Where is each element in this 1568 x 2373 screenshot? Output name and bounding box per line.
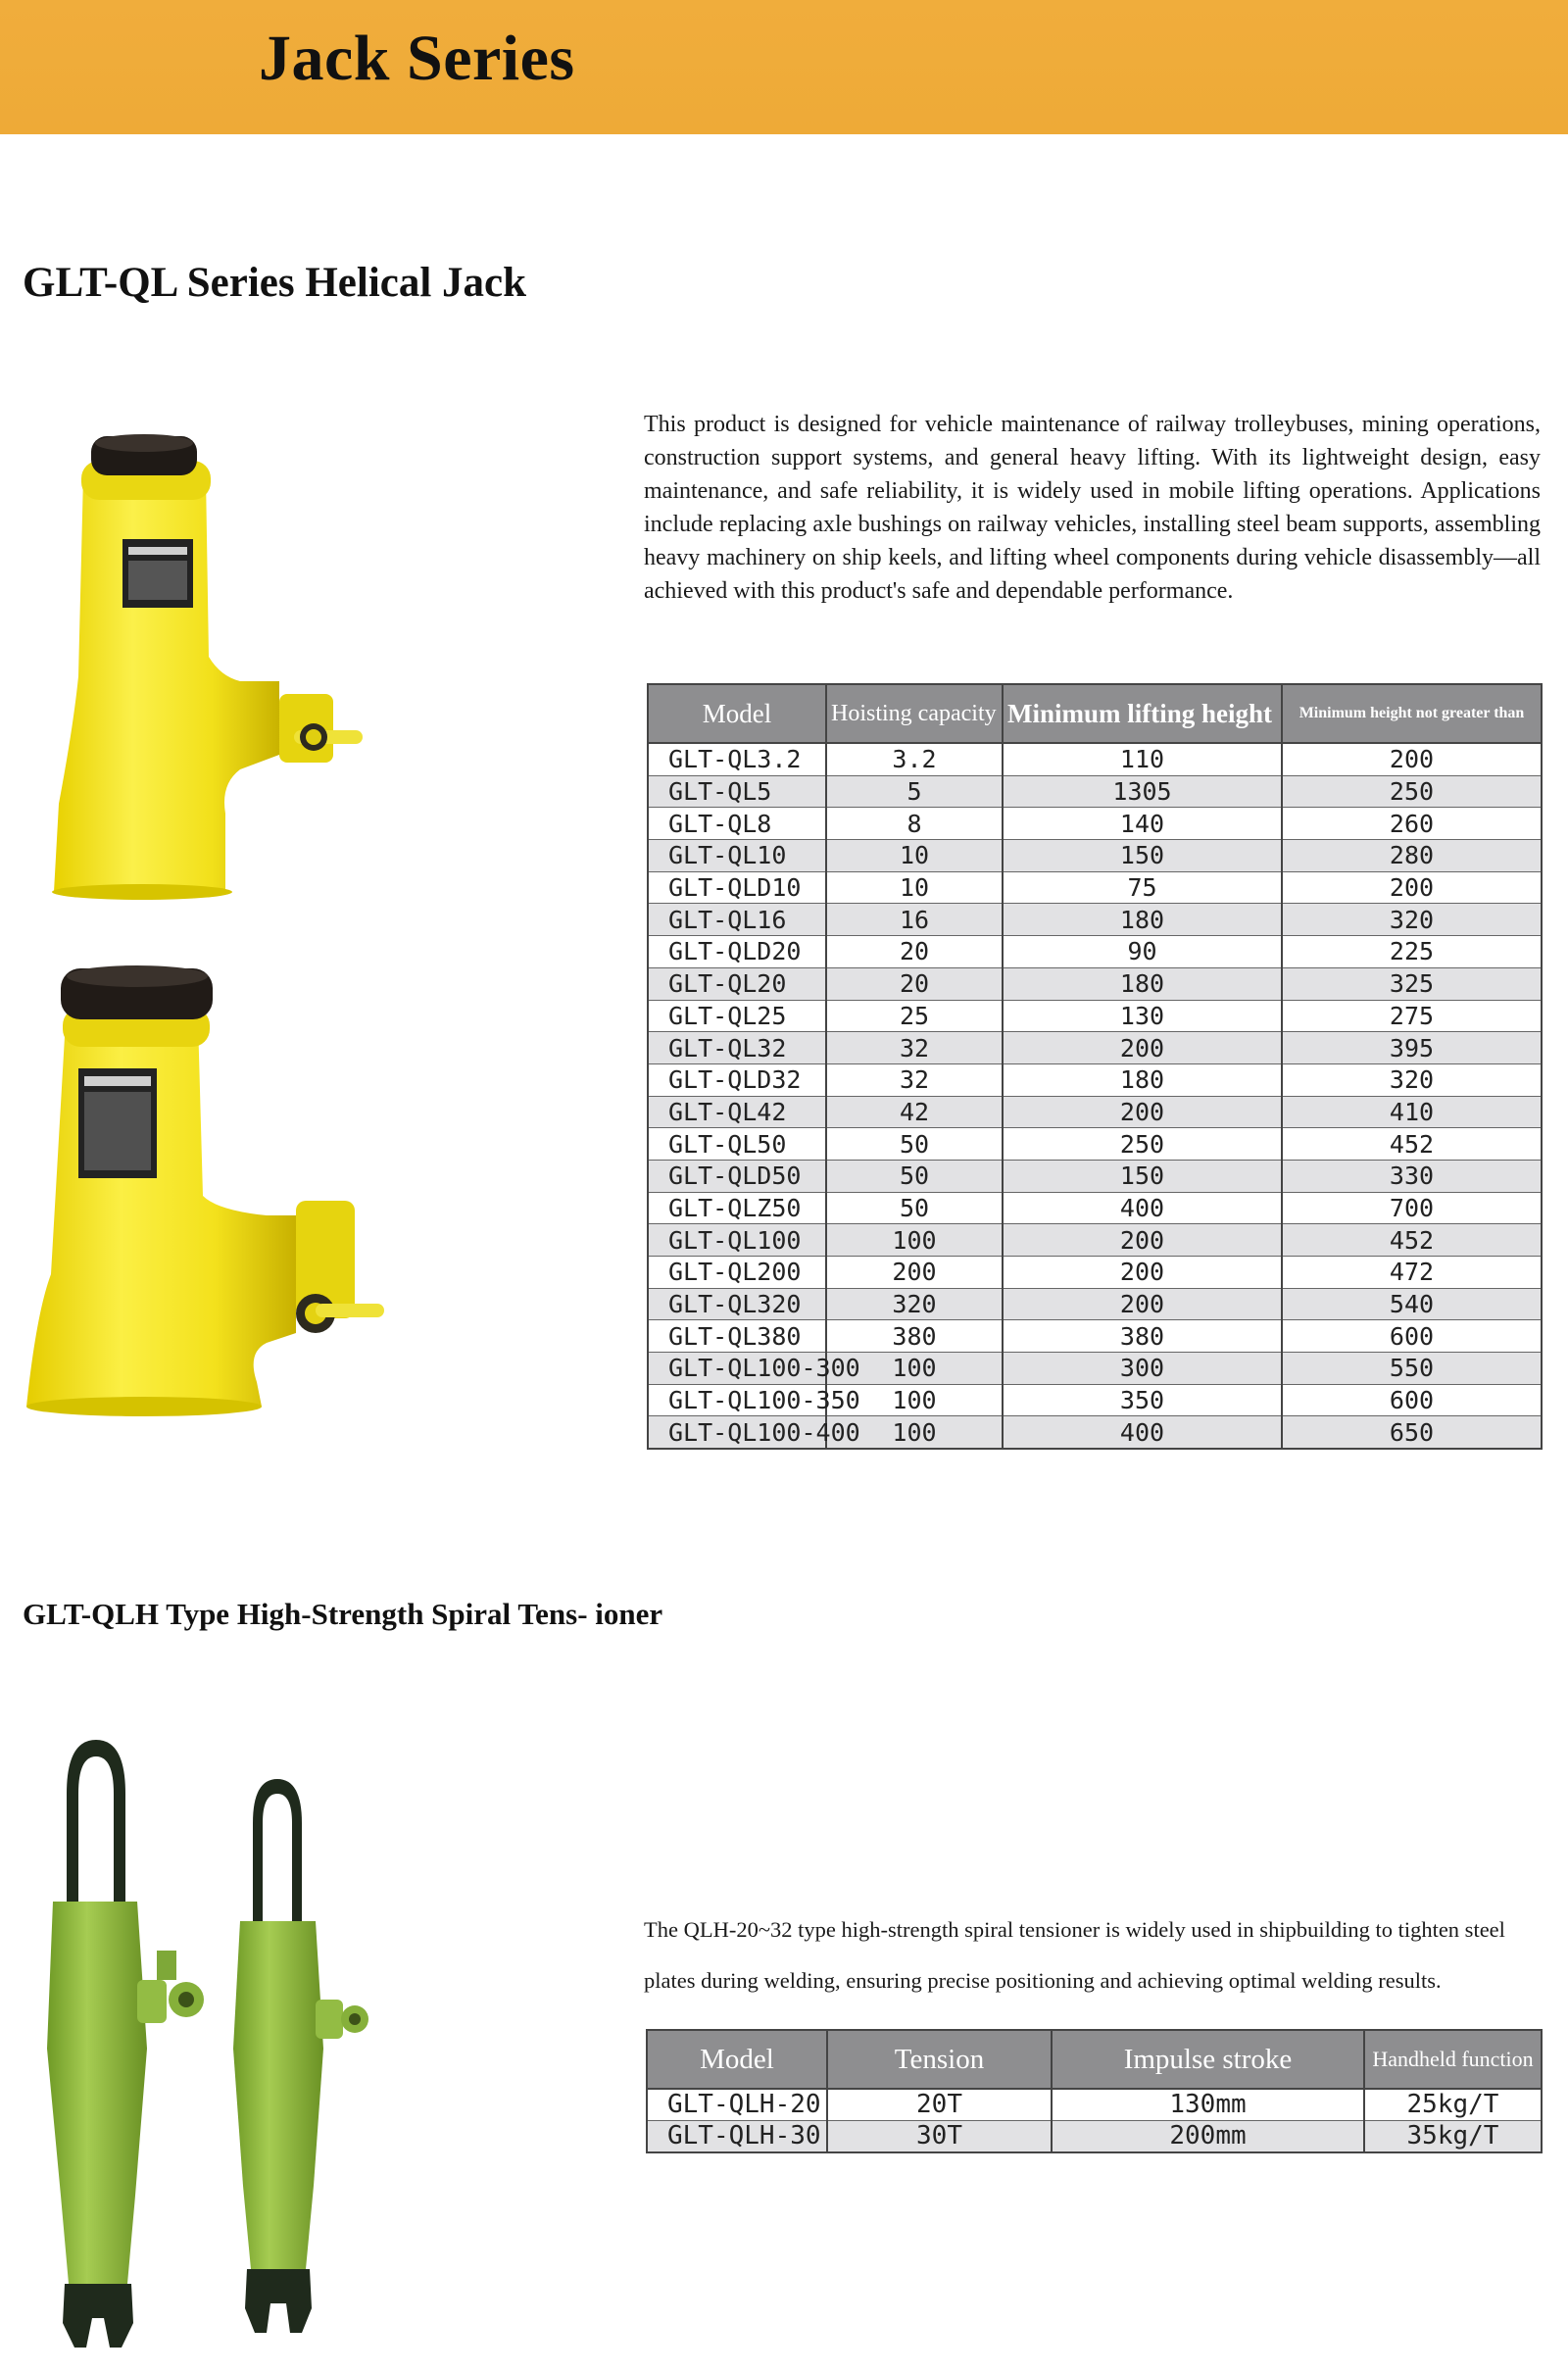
cell-model: GLT-QL320 — [648, 1288, 826, 1320]
column-header-tension: Tension — [827, 2030, 1052, 2089]
cell-min-height: 330 — [1282, 1160, 1542, 1192]
cell-min-lift: 200 — [1003, 1224, 1282, 1257]
cell-min-lift: 300 — [1003, 1353, 1282, 1385]
cell-min-lift: 150 — [1003, 1160, 1282, 1192]
table-row — [648, 1320, 1542, 1353]
cell-min-lift: 200 — [1003, 1032, 1282, 1064]
cell-min-lift: 200 — [1003, 1288, 1282, 1320]
cell-model: GLT-QL100-300 — [648, 1353, 826, 1385]
cell-min-lift: 140 — [1003, 808, 1282, 840]
cell-min-height: 600 — [1282, 1320, 1542, 1353]
table-row — [648, 1096, 1542, 1128]
header-banner — [0, 0, 1568, 134]
cell-capacity: 32 — [826, 1063, 1003, 1096]
cell-min-lift: 180 — [1003, 967, 1282, 1000]
cell-tension: 20T — [827, 2089, 1052, 2121]
cell-min-height: 472 — [1282, 1257, 1542, 1289]
cell-min-height: 200 — [1282, 871, 1542, 904]
cell-model: GLT-QL32 — [648, 1032, 826, 1064]
cell-capacity: 3.2 — [826, 743, 1003, 775]
cell-model: GLT-QL25 — [648, 1000, 826, 1032]
cell-model: GLT-QL3.2 — [648, 743, 826, 775]
cell-min-height: 320 — [1282, 904, 1542, 936]
cell-capacity: 20 — [826, 967, 1003, 1000]
cell-capacity: 100 — [826, 1416, 1003, 1449]
cell-capacity: 10 — [826, 840, 1003, 872]
cell-min-lift: 90 — [1003, 936, 1282, 968]
cell-capacity: 50 — [826, 1160, 1003, 1192]
column-header-model: Model — [648, 684, 826, 743]
table-row — [648, 1032, 1542, 1064]
cell-handheld-function: 35kg/T — [1364, 2121, 1542, 2153]
cell-model: GLT-QL5 — [648, 775, 826, 808]
cell-impulse-stroke: 130mm — [1052, 2089, 1364, 2121]
cell-min-lift: 180 — [1003, 1063, 1282, 1096]
cell-model: GLT-QLD50 — [648, 1160, 826, 1192]
cell-min-lift: 200 — [1003, 1096, 1282, 1128]
cell-capacity: 200 — [826, 1257, 1003, 1289]
column-header-min-height-not-greater: Minimum height not greater than — [1282, 684, 1542, 743]
cell-capacity: 5 — [826, 775, 1003, 808]
cell-capacity: 50 — [826, 1192, 1003, 1224]
table-row — [647, 2121, 1542, 2153]
cell-min-lift: 250 — [1003, 1128, 1282, 1161]
cell-capacity: 16 — [826, 904, 1003, 936]
cell-model: GLT-QL8 — [648, 808, 826, 840]
table-row — [648, 871, 1542, 904]
cell-capacity: 100 — [826, 1224, 1003, 1257]
cell-model: GLT-QL20 — [648, 967, 826, 1000]
cell-min-lift: 1305 — [1003, 775, 1282, 808]
column-header-model: Model — [647, 2030, 827, 2089]
cell-model: GLT-QL50 — [648, 1128, 826, 1161]
cell-min-lift: 350 — [1003, 1384, 1282, 1416]
cell-min-lift: 400 — [1003, 1192, 1282, 1224]
table-row — [648, 808, 1542, 840]
column-header-min-lifting-height: Minimum lifting height — [1003, 684, 1282, 743]
table-row — [648, 1384, 1542, 1416]
table-row — [648, 904, 1542, 936]
column-header-impulse-stroke: Impulse stroke — [1052, 2030, 1364, 2089]
table-row — [648, 1288, 1542, 1320]
cell-min-height: 600 — [1282, 1384, 1542, 1416]
table-row — [648, 1416, 1542, 1449]
cell-model: GLT-QL200 — [648, 1257, 826, 1289]
cell-model: GLT-QL10 — [648, 840, 826, 872]
table-row — [648, 1192, 1542, 1224]
cell-capacity: 380 — [826, 1320, 1003, 1353]
cell-min-height: 320 — [1282, 1063, 1542, 1096]
cell-min-lift: 380 — [1003, 1320, 1282, 1353]
cell-impulse-stroke: 200mm — [1052, 2121, 1364, 2153]
cell-min-height: 325 — [1282, 967, 1542, 1000]
cell-model: GLT-QL42 — [648, 1096, 826, 1128]
cell-min-height: 540 — [1282, 1288, 1542, 1320]
column-header-handheld-function: Handheld function — [1364, 2030, 1542, 2089]
cell-capacity: 100 — [826, 1353, 1003, 1385]
cell-min-lift: 400 — [1003, 1416, 1282, 1449]
spiral-tensioner-image — [39, 1735, 372, 2352]
table-row — [648, 1224, 1542, 1257]
table-row — [648, 1063, 1542, 1096]
cell-model: GLT-QLD20 — [648, 936, 826, 968]
cell-min-height: 700 — [1282, 1192, 1542, 1224]
cell-model: GLT-QL100-400 — [648, 1416, 826, 1449]
cell-min-height: 280 — [1282, 840, 1542, 872]
section-title-helical-jack: GLT-QL Series Helical Jack — [23, 260, 527, 306]
cell-capacity: 32 — [826, 1032, 1003, 1064]
table-row — [648, 1160, 1542, 1192]
table-row — [648, 1353, 1542, 1385]
cell-min-height: 550 — [1282, 1353, 1542, 1385]
cell-model: GLT-QLZ50 — [648, 1192, 826, 1224]
section-title-spiral-tensioner: GLT-QLH Type High-Strength Spiral Tens- ioner — [23, 1597, 663, 1631]
cell-capacity: 100 — [826, 1384, 1003, 1416]
cell-min-lift: 200 — [1003, 1257, 1282, 1289]
cell-model: GLT-QLH-20 — [647, 2089, 827, 2121]
table-row — [648, 1128, 1542, 1161]
cell-capacity: 10 — [826, 871, 1003, 904]
table-row — [648, 840, 1542, 872]
cell-capacity: 20 — [826, 936, 1003, 968]
spiral-tensioner-description: The QLH-20~32 type high-strength spiral tensioner is widely used in shipbuilding to tighten steel plates during welding, ensuring precise positioning and achieving optimal welding results. — [644, 1917, 1505, 1993]
cell-min-height: 260 — [1282, 808, 1542, 840]
column-header-hoisting-capacity: Hoisting capacity — [826, 684, 1003, 743]
cell-min-lift: 130 — [1003, 1000, 1282, 1032]
cell-model: GLT-QL16 — [648, 904, 826, 936]
cell-min-height: 275 — [1282, 1000, 1542, 1032]
table-row — [647, 2089, 1542, 2121]
cell-model: GLT-QL100 — [648, 1224, 826, 1257]
table-row — [648, 743, 1542, 775]
helical-jack-spec-table — [647, 683, 1543, 1450]
cell-min-height: 452 — [1282, 1128, 1542, 1161]
cell-model: GLT-QLD10 — [648, 871, 826, 904]
cell-min-height: 250 — [1282, 775, 1542, 808]
cell-capacity: 42 — [826, 1096, 1003, 1128]
cell-capacity: 50 — [826, 1128, 1003, 1161]
cell-model: GLT-QL380 — [648, 1320, 826, 1353]
table-row — [648, 1257, 1542, 1289]
cell-min-height: 225 — [1282, 936, 1542, 968]
table-header-row — [647, 2030, 1542, 2089]
cell-capacity: 25 — [826, 1000, 1003, 1032]
cell-min-height: 452 — [1282, 1224, 1542, 1257]
cell-min-height: 395 — [1282, 1032, 1542, 1064]
helical-jack-description: This product is designed for vehicle maintenance of railway trolleybuses, mining operations, construction support systems, and general heavy lifting. With its lightweight design, easy maintenance, and safe reliability, it is widely used in mobile lifting operations. Applications include replacing axle bushings on railway vehicles, installing steel beam supports, assembling heavy machinery on ship keels, and lifting wheel components during vehicle disassembly—all achieved with this product's safe and dependable performance. — [644, 412, 1541, 604]
cell-capacity: 320 — [826, 1288, 1003, 1320]
cell-min-height: 410 — [1282, 1096, 1542, 1128]
cell-min-lift: 110 — [1003, 743, 1282, 775]
cell-model: GLT-QLH-30 — [647, 2121, 827, 2153]
cell-min-lift: 180 — [1003, 904, 1282, 936]
cell-min-height: 650 — [1282, 1416, 1542, 1449]
helical-jack-image-1 — [44, 431, 377, 892]
helical-jack-image-2 — [22, 961, 394, 1421]
page-title: Jack Series — [259, 23, 575, 94]
table-row — [648, 1000, 1542, 1032]
spiral-tensioner-spec-table — [646, 2029, 1543, 2153]
cell-model: GLT-QLD32 — [648, 1063, 826, 1096]
cell-min-height: 200 — [1282, 743, 1542, 775]
cell-handheld-function: 25kg/T — [1364, 2089, 1542, 2121]
cell-min-lift: 75 — [1003, 871, 1282, 904]
table-header-row — [648, 684, 1542, 743]
cell-model: GLT-QL100-350 — [648, 1384, 826, 1416]
cell-capacity: 8 — [826, 808, 1003, 840]
cell-min-lift: 150 — [1003, 840, 1282, 872]
table-row — [648, 936, 1542, 968]
table-row — [648, 967, 1542, 1000]
table-row — [648, 775, 1542, 808]
cell-tension: 30T — [827, 2121, 1052, 2153]
